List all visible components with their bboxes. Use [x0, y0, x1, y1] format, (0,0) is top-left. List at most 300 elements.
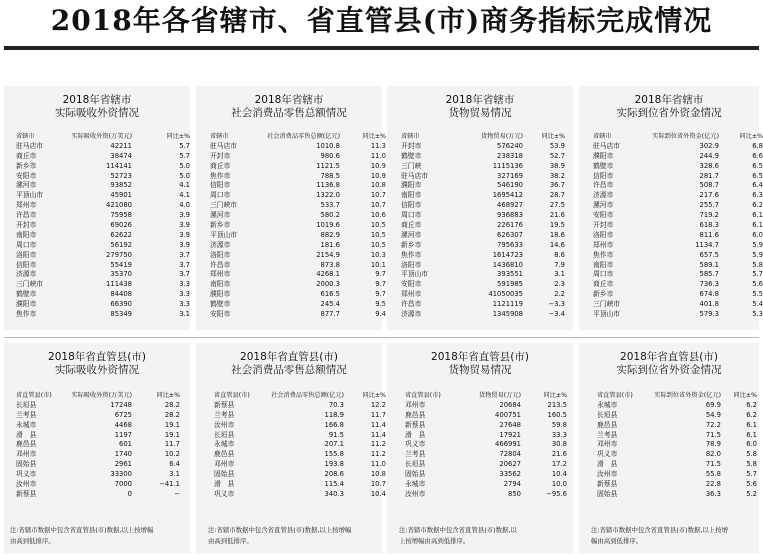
- table-row: [16, 421, 180, 431]
- cell-value: 111438: [106, 280, 132, 289]
- cell-value: 114141: [106, 161, 132, 170]
- cell-value: 226176: [497, 221, 523, 230]
- table-row: [401, 181, 565, 191]
- table-row: [16, 152, 190, 162]
- cell-region: 平顶山市: [210, 230, 238, 239]
- cell-region: 鹤壁市: [16, 290, 37, 299]
- header-value: 实际吸收外资(万美元): [71, 392, 132, 399]
- header-value: 实际到位省外资金(亿元): [652, 133, 719, 140]
- cell-value: 115.4: [324, 480, 344, 489]
- cell-yoy: 6.0: [752, 230, 763, 239]
- cell-value: 75958: [110, 211, 132, 220]
- cell-yoy: 5.8: [746, 450, 757, 459]
- panel-title-line: 2018年省辖市: [62, 94, 132, 106]
- table-row: [597, 431, 757, 441]
- cell-yoy: 52.7: [549, 151, 565, 160]
- cell-value: 55.8: [705, 470, 721, 479]
- cell-region: 新乡市: [16, 161, 37, 170]
- table-row: [593, 172, 763, 182]
- cell-yoy: 28.7: [549, 191, 565, 200]
- cell-region: 新蔡县: [16, 489, 37, 498]
- cell-yoy: 3.9: [179, 211, 190, 220]
- cell-region: 郑州市: [593, 240, 614, 249]
- cell-region: 新蔡县: [214, 400, 235, 409]
- cell-yoy: 12.2: [370, 400, 386, 409]
- cell-region: 鹤壁市: [401, 151, 422, 160]
- cell-region: 兰考县: [214, 410, 235, 419]
- footnote-line: 注:省辖市数据中包含省直管县(市)数据,以上按增幅: [10, 526, 154, 534]
- cell-yoy: 10.7: [370, 201, 386, 210]
- header-yoy: 同比±%: [733, 392, 757, 399]
- table-row: [214, 421, 386, 431]
- cell-yoy: 17.2: [551, 460, 567, 469]
- cell-yoy: 11.3: [370, 141, 386, 150]
- cell-value: 546190: [497, 181, 523, 190]
- cell-yoy: 10.1: [370, 260, 386, 269]
- table-row: [210, 172, 386, 182]
- cell-yoy: 3.1: [179, 310, 190, 319]
- table-row: [210, 231, 386, 241]
- table-row: [593, 231, 763, 241]
- table-row: [214, 460, 386, 470]
- cell-yoy: 6.1: [752, 221, 763, 230]
- table-row: [593, 221, 763, 231]
- cell-yoy: 4.1: [179, 191, 190, 200]
- cell-value: 33300: [110, 470, 132, 479]
- cell-region: 洛阳市: [16, 250, 37, 259]
- cell-region: 兰考县: [16, 410, 37, 419]
- table-header: [16, 132, 190, 142]
- cell-yoy: 28.2: [164, 410, 180, 419]
- cell-region: 长垣县: [16, 400, 37, 409]
- panel-title-line: 社会消费品零售总额情况: [231, 107, 347, 119]
- cell-yoy: 6.0: [746, 440, 757, 449]
- table-header: [210, 132, 386, 142]
- header-region: 省辖市: [401, 133, 420, 140]
- cell-yoy: 11.7: [164, 440, 180, 449]
- cell-value: 36.3: [705, 489, 721, 498]
- panel-title-line: 实际到位省外资金情况: [616, 364, 722, 376]
- panel-title-line: 货物贸易情况: [448, 364, 512, 376]
- cell-yoy: 11.2: [370, 450, 386, 459]
- section-divider: [4, 337, 759, 338]
- cell-region: 三门峡市: [210, 201, 238, 210]
- cell-yoy: −41.1: [159, 480, 180, 489]
- table-row: [597, 480, 757, 490]
- table-row: [405, 460, 567, 470]
- table-row: [593, 142, 763, 152]
- cell-region: 洛阳市: [210, 250, 231, 259]
- cell-value: 980.6: [320, 151, 340, 160]
- table-row: [16, 460, 180, 470]
- cell-yoy: 53.9: [549, 141, 565, 150]
- table-row: [597, 470, 757, 480]
- header-value: 实际吸收外资(万美元): [71, 133, 132, 140]
- cell-yoy: 10.4: [370, 489, 386, 498]
- panel-title-line: 货物贸易情况: [448, 107, 512, 119]
- cell-value: 1436810: [492, 260, 523, 269]
- cell-region: 驻马店市: [16, 141, 44, 150]
- cell-value: 589.1: [699, 260, 719, 269]
- cell-value: 166.8: [324, 420, 344, 429]
- cell-value: 7000: [114, 480, 132, 489]
- cell-region: 安阳市: [401, 280, 422, 289]
- cell-region: 商丘市: [401, 221, 422, 230]
- cell-yoy: 2.3: [554, 280, 565, 289]
- cell-value: 936883: [497, 211, 523, 220]
- table-row: [16, 241, 190, 251]
- cell-value: 401.8: [699, 300, 719, 309]
- cell-yoy: 6.2: [746, 410, 757, 419]
- cell-yoy: 10.5: [370, 221, 386, 230]
- cell-region: 许昌市: [16, 211, 37, 220]
- cell-region: 许昌市: [593, 181, 614, 190]
- cell-value: 78.9: [705, 440, 721, 449]
- panel-p7: [387, 343, 573, 553]
- panel-title-line: 2018年省直管县(市): [620, 351, 718, 363]
- data-table: [210, 132, 386, 320]
- cell-yoy: 8.6: [554, 250, 565, 259]
- table-row: [214, 470, 386, 480]
- table-row: [401, 231, 565, 241]
- table-row: [597, 490, 757, 500]
- cell-yoy: 3.1: [169, 470, 180, 479]
- cell-region: 鹿邑县: [214, 450, 235, 459]
- data-table: [214, 391, 386, 500]
- cell-yoy: 3.9: [179, 221, 190, 230]
- header-yoy: 同比±%: [739, 133, 763, 140]
- cell-region: 郑州市: [16, 201, 37, 210]
- cell-yoy: 7.9: [554, 260, 565, 269]
- cell-yoy: 5.7: [752, 270, 763, 279]
- table-row: [16, 431, 180, 441]
- cell-region: 永城市: [405, 480, 426, 489]
- cell-region: 长垣县: [214, 430, 235, 439]
- table-row: [401, 241, 565, 251]
- cell-region: 固始县: [597, 489, 618, 498]
- cell-value: 55419: [110, 260, 132, 269]
- table-row: [401, 152, 565, 162]
- panel-p6: [196, 343, 386, 553]
- cell-region: 三门峡市: [16, 280, 44, 289]
- cell-region: 焦作市: [593, 250, 614, 259]
- cell-yoy: 3.7: [179, 270, 190, 279]
- cell-yoy: 19.1: [164, 430, 180, 439]
- table-row: [210, 290, 386, 300]
- cell-region: 漯河市: [16, 181, 37, 190]
- data-table: [16, 391, 180, 500]
- cell-value: 508.7: [699, 181, 719, 190]
- cell-yoy: 6.8: [752, 141, 763, 150]
- cell-value: 328.6: [699, 161, 719, 170]
- cell-yoy: 10.4: [551, 470, 567, 479]
- cell-yoy: 3.7: [179, 250, 190, 259]
- header-region: 省辖市: [210, 133, 229, 140]
- cell-region: 邓州市: [16, 450, 37, 459]
- cell-value: 27648: [499, 420, 521, 429]
- cell-region: 安阳市: [210, 310, 231, 319]
- panel-p8: [579, 343, 759, 553]
- data-table: [405, 391, 567, 500]
- cell-value: 72.2: [705, 420, 721, 429]
- table-row: [593, 300, 763, 310]
- cell-yoy: 4.0: [179, 201, 190, 210]
- cell-region: 平顶山市: [593, 310, 621, 319]
- header-region: 省直管县(市): [214, 392, 250, 399]
- table-row: [210, 241, 386, 251]
- cell-value: 1115136: [492, 161, 523, 170]
- cell-value: 2154.9: [316, 250, 340, 259]
- cell-region: 信阳市: [593, 171, 614, 180]
- table-row: [16, 470, 180, 480]
- cell-region: 邓州市: [597, 440, 618, 449]
- table-row: [401, 300, 565, 310]
- table-row: [16, 181, 190, 191]
- cell-yoy: 213.5: [547, 400, 567, 409]
- cell-yoy: 6.1: [746, 430, 757, 439]
- cell-region: 鹿邑县: [16, 440, 37, 449]
- cell-value: 217.6: [699, 191, 719, 200]
- cell-value: 208.6: [324, 470, 344, 479]
- cell-value: 2794: [503, 480, 521, 489]
- table-row: [214, 411, 386, 421]
- table-row: [16, 290, 190, 300]
- panel-p4: [579, 86, 763, 330]
- cell-value: 35370: [110, 270, 132, 279]
- cell-value: 207.1: [324, 440, 344, 449]
- cell-region: 长垣县: [597, 410, 618, 419]
- table-header: [401, 132, 565, 142]
- cell-value: 788.5: [320, 171, 340, 180]
- table-row: [16, 191, 190, 201]
- cell-value: 882.9: [320, 230, 340, 239]
- cell-yoy: 33.3: [551, 430, 567, 439]
- table-row: [214, 490, 386, 500]
- table-row: [593, 270, 763, 280]
- cell-value: 302.9: [699, 141, 719, 150]
- table-row: [405, 440, 567, 450]
- cell-yoy: 11.2: [370, 440, 386, 449]
- panel-title-line: 社会消费品零售总额情况: [231, 364, 347, 376]
- cell-region: 新乡市: [593, 290, 614, 299]
- cell-yoy: 5.8: [752, 260, 763, 269]
- table-row: [210, 191, 386, 201]
- cell-yoy: 11.4: [370, 430, 386, 439]
- title-rule: [4, 46, 759, 50]
- cell-yoy: 14.6: [549, 240, 565, 249]
- panel-title-line: 2018年省直管县(市): [431, 351, 529, 363]
- header-region: 省直管县(市): [597, 392, 633, 399]
- table-row: [593, 280, 763, 290]
- table-row: [593, 261, 763, 271]
- panel-p1: [4, 86, 190, 330]
- cell-yoy: 38.9: [549, 161, 565, 170]
- cell-yoy: 3.1: [554, 270, 565, 279]
- table-row: [597, 450, 757, 460]
- cell-region: 鹿邑县: [597, 420, 618, 429]
- cell-value: 579.3: [699, 310, 719, 319]
- cell-yoy: 10.5: [370, 230, 386, 239]
- table-row: [16, 172, 190, 182]
- data-table: [16, 132, 190, 320]
- cell-value: 618.3: [699, 221, 719, 230]
- table-row: [210, 162, 386, 172]
- cell-yoy: 3.9: [179, 240, 190, 249]
- page-title: 2018年各省辖市、省直管县(市)商务指标完成情况: [50, 4, 713, 37]
- table-row: [210, 142, 386, 152]
- cell-value: 45901: [110, 191, 132, 200]
- panel-p3: [387, 86, 573, 330]
- table-row: [16, 221, 190, 231]
- cell-region: 济源市: [401, 310, 422, 319]
- cell-region: 巩义市: [214, 489, 235, 498]
- cell-region: 濮阳市: [16, 300, 37, 309]
- cell-region: 周口市: [16, 240, 37, 249]
- table-row: [405, 480, 567, 490]
- footnote-line: 幅由高到低排序。: [591, 537, 643, 545]
- cell-value: 601: [119, 440, 132, 449]
- cell-yoy: 9.4: [375, 310, 386, 319]
- table-row: [593, 191, 763, 201]
- cell-yoy: 10.8: [370, 181, 386, 190]
- cell-yoy: 10.9: [370, 161, 386, 170]
- table-row: [597, 440, 757, 450]
- cell-value: 20627: [499, 460, 521, 469]
- cell-value: 93852: [110, 181, 132, 190]
- cell-region: 周口市: [593, 270, 614, 279]
- cell-region: 濮阳市: [593, 151, 614, 160]
- header-value: 实际到位省外资金(亿元): [654, 392, 721, 399]
- cell-yoy: 5.3: [752, 310, 763, 319]
- table-row: [593, 152, 763, 162]
- cell-value: 66390: [110, 300, 132, 309]
- cell-value: 616.5: [320, 290, 340, 299]
- cell-yoy: 11.0: [370, 460, 386, 469]
- cell-region: 济源市: [210, 240, 231, 249]
- cell-region: 驻马店市: [210, 141, 238, 150]
- cell-value: 1740: [114, 450, 132, 459]
- cell-region: 焦作市: [210, 171, 231, 180]
- cell-value: 576240: [497, 141, 523, 150]
- cell-region: 商丘市: [16, 151, 37, 160]
- table-row: [401, 211, 565, 221]
- cell-yoy: 27.5: [549, 201, 565, 210]
- table-row: [597, 460, 757, 470]
- cell-value: 42211: [110, 141, 132, 150]
- cell-value: 244.9: [699, 151, 719, 160]
- cell-region: 济源市: [593, 191, 614, 200]
- table-row: [401, 261, 565, 271]
- cell-value: 193.8: [324, 460, 344, 469]
- table-row: [597, 421, 757, 431]
- cell-value: 70.3: [328, 400, 344, 409]
- table-row: [16, 162, 190, 172]
- cell-yoy: 10.7: [370, 480, 386, 489]
- table-row: [214, 480, 386, 490]
- cell-yoy: 6.5: [752, 171, 763, 180]
- cell-value: 585.7: [699, 270, 719, 279]
- cell-yoy: 6.2: [752, 201, 763, 210]
- cell-value: 22.8: [705, 480, 721, 489]
- cell-region: 永城市: [597, 400, 618, 409]
- cell-yoy: 5.9: [752, 250, 763, 259]
- cell-value: 1695412: [492, 191, 523, 200]
- cell-value: 811.6: [699, 230, 719, 239]
- cell-region: 兰考县: [405, 450, 426, 459]
- cell-value: 281.7: [699, 171, 719, 180]
- table-row: [593, 162, 763, 172]
- cell-yoy: 5.7: [746, 470, 757, 479]
- cell-value: 1134.7: [695, 240, 719, 249]
- cell-yoy: 5.9: [752, 240, 763, 249]
- header-value: 货物贸易(万元): [479, 392, 521, 399]
- cell-value: 38474: [110, 151, 132, 160]
- cell-value: 1121.5: [316, 161, 340, 170]
- cell-region: 许昌市: [210, 260, 231, 269]
- cell-yoy: 3.3: [179, 280, 190, 289]
- table-row: [401, 142, 565, 152]
- cell-region: 滑 县: [597, 460, 618, 469]
- cell-yoy: 5.0: [179, 161, 190, 170]
- cell-region: 巩义市: [16, 470, 37, 479]
- cell-value: 279750: [106, 250, 132, 259]
- header-value: 货物贸易(万元): [481, 133, 523, 140]
- cell-region: 郑州市: [210, 270, 231, 279]
- table-row: [210, 152, 386, 162]
- table-row: [16, 450, 180, 460]
- cell-value: 82.0: [705, 450, 721, 459]
- panel-title-line: 2018年省直管县(市): [240, 351, 338, 363]
- footnote-line: 注:省辖市数据中包含省直管县(市)数据,以上按增幅: [208, 526, 352, 534]
- cell-region: 濮阳市: [210, 290, 231, 299]
- cell-region: 洛阳市: [593, 230, 614, 239]
- header-yoy: 同比±%: [543, 392, 567, 399]
- cell-region: 南阳市: [16, 230, 37, 239]
- footnote-line: 由高到低排序。: [208, 537, 253, 545]
- table-row: [405, 490, 567, 500]
- cell-value: 1019.6: [316, 221, 340, 230]
- cell-region: 焦作市: [16, 310, 37, 319]
- cell-region: 新乡市: [210, 221, 231, 230]
- cell-yoy: 9.7: [375, 270, 386, 279]
- table-row: [401, 310, 565, 320]
- table-row: [405, 470, 567, 480]
- footnote-line: 由高到低排序。: [10, 537, 55, 545]
- cell-region: 兰考县: [597, 430, 618, 439]
- cell-value: 4468: [114, 420, 132, 429]
- table-row: [214, 440, 386, 450]
- cell-yoy: 10.2: [164, 450, 180, 459]
- table-row: [210, 310, 386, 320]
- cell-value: 1010.8: [316, 141, 340, 150]
- cell-region: 滑 县: [405, 430, 426, 439]
- cell-yoy: 11.7: [370, 410, 386, 419]
- cell-yoy: 3.3: [179, 290, 190, 299]
- panel-p2: [196, 86, 386, 330]
- cell-value: 674.8: [699, 290, 719, 299]
- table-row: [16, 490, 180, 500]
- cell-value: 1197: [114, 430, 132, 439]
- cell-region: 信阳市: [401, 201, 422, 210]
- table-row: [210, 181, 386, 191]
- cell-yoy: 10.0: [551, 480, 567, 489]
- cell-value: 400751: [495, 410, 521, 419]
- footnote: [399, 525, 575, 547]
- cell-value: 1345908: [492, 310, 523, 319]
- cell-region: 滑 县: [16, 430, 37, 439]
- cell-region: 南阳市: [210, 280, 231, 289]
- table-header: [16, 391, 180, 401]
